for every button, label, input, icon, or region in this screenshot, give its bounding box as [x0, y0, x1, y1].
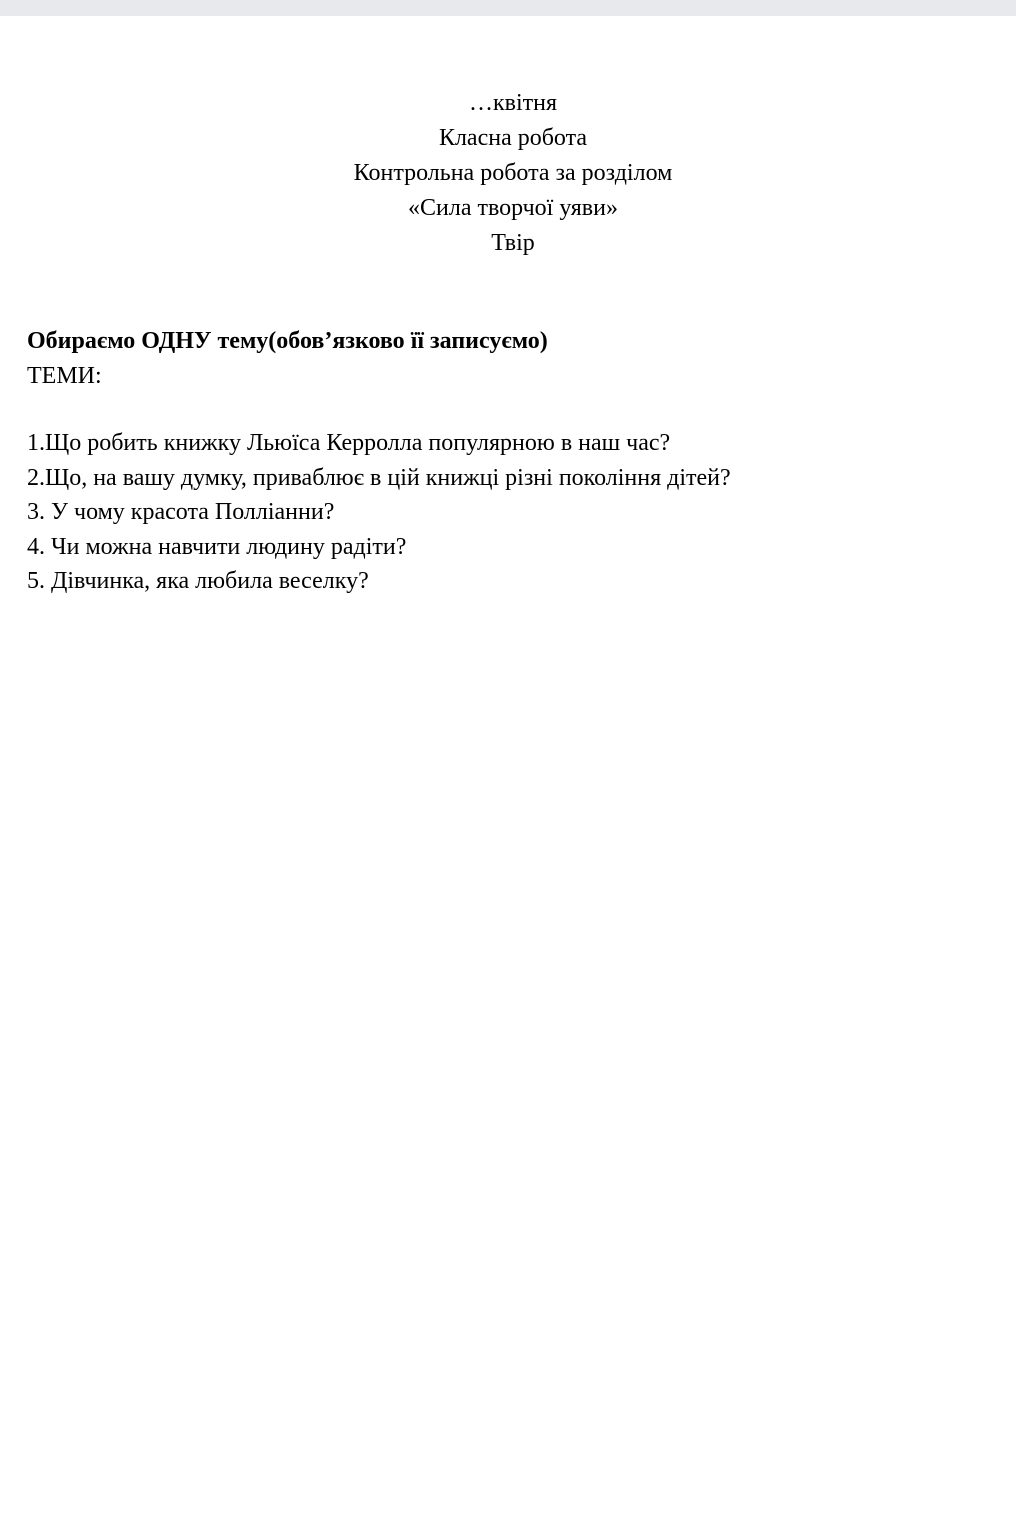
document-header [0, 86, 1016, 261]
instruction-text: Обираємо ОДНУ тему(обов’язково її записуємо) [27, 328, 548, 354]
genre-line: Твір [491, 230, 535, 256]
themes-label: ТЕМИ: [27, 363, 102, 389]
topics-list [27, 426, 731, 599]
topic-item-5: 5. Дівчинка, яка любила веселку? [27, 568, 369, 594]
topic-item-3: 3. У чому красота Полліанни? [27, 499, 335, 525]
topic-item-4: 4. Чи можна навчити людину радіти? [27, 533, 407, 560]
topic-item-1: 1.Що робить книжку Льюїса Керролла популярною в наш час? [27, 430, 671, 456]
date-line: …квітня [468, 90, 558, 116]
viewer-top-strip [0, 0, 1016, 16]
work-type-line: Класна робота [438, 125, 588, 151]
section-title-line: «Сила творчої уяви» [408, 195, 618, 221]
assignment-line: Контрольна робота за розділом [353, 160, 673, 186]
document-page [0, 16, 1016, 1540]
topic-item-2: 2.Що, на вашу думку, приваблює в цій книжці різні покоління дітей? [27, 464, 731, 491]
